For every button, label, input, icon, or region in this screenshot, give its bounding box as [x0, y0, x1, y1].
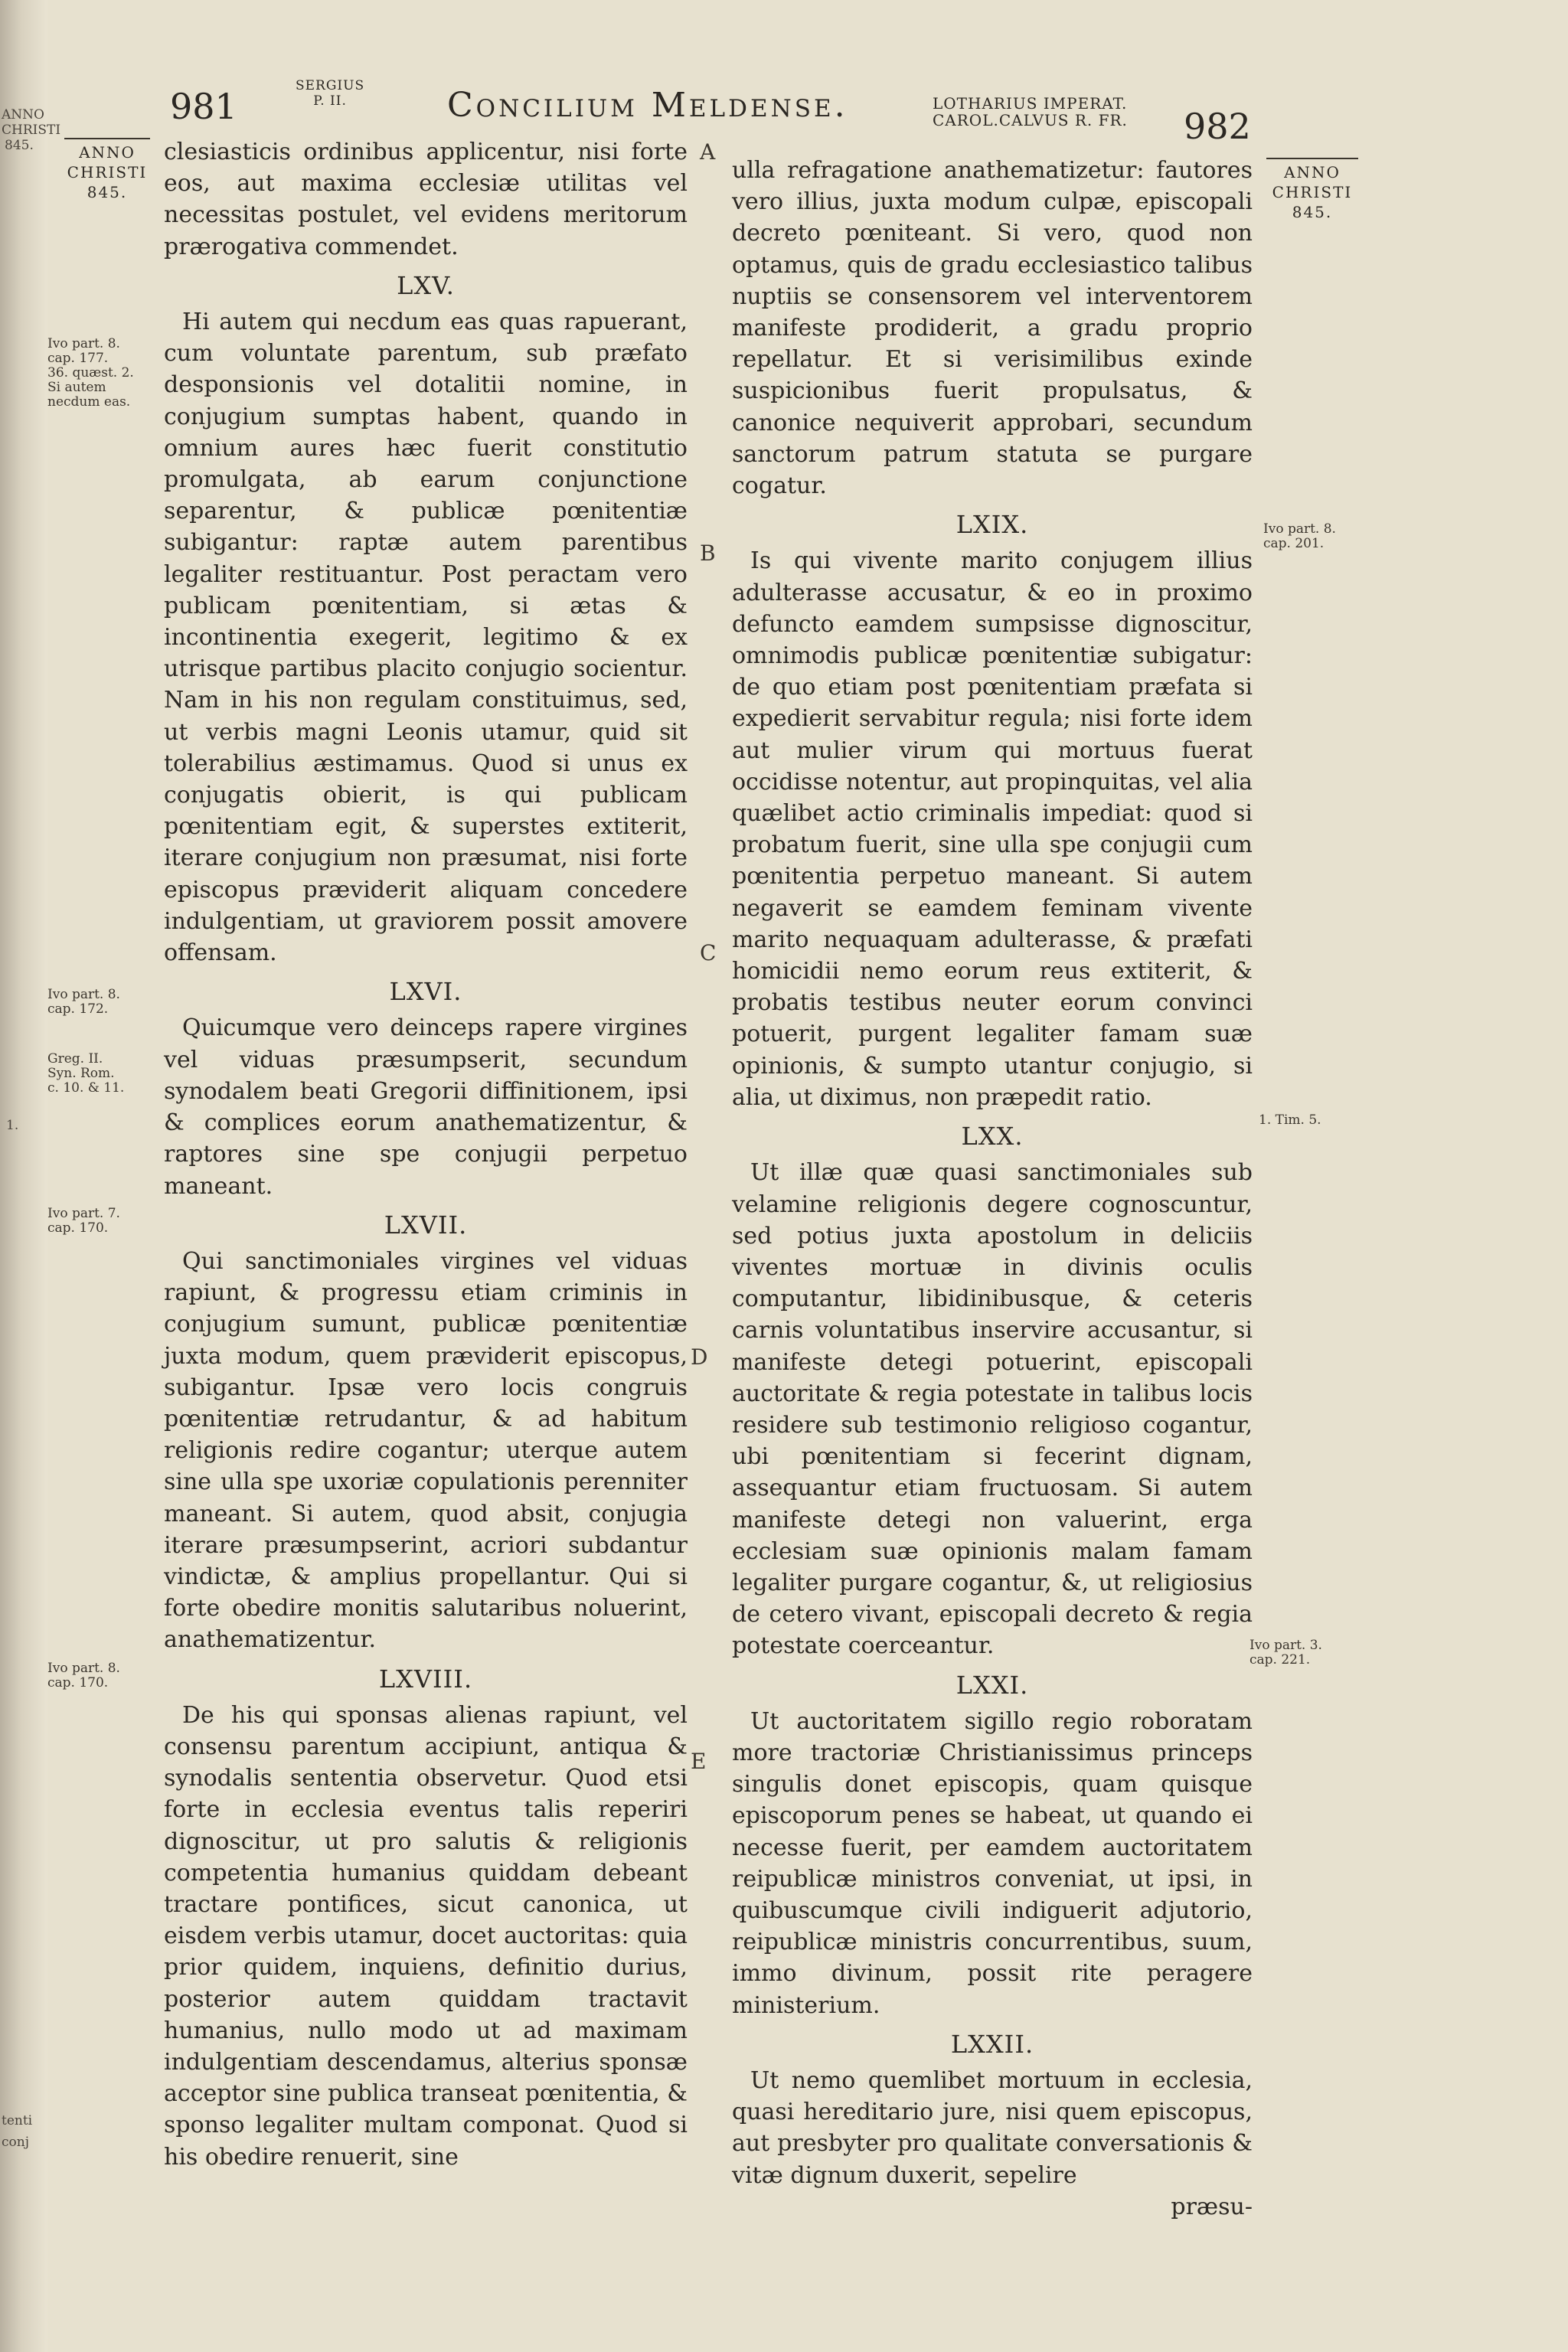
running-head-lothar-line2: CAROL.CALVUS R. FR. — [933, 111, 1128, 129]
side-note-left-5 — [47, 1661, 162, 1690]
strip-year: 845. — [5, 138, 34, 153]
margin-letter-b: B — [700, 541, 716, 566]
note-line: cap. 172. — [47, 1001, 109, 1017]
canon-heading: LXV. — [397, 270, 455, 300]
strip-christi: CHRISTI — [2, 122, 61, 138]
canon-heading: LXVIII. — [378, 1664, 473, 1694]
strip-word1: tenti — [2, 2113, 33, 2128]
anno-box-right — [1266, 158, 1358, 222]
side-note-left-2 — [47, 988, 162, 1017]
running-head-lothar — [933, 95, 1128, 129]
canon-paragraph: Ut auctoritatem sigillo regio roboratam more tractoriæ Christianissimus princeps singulis donet episcopis, quam quisque episcoporum penes se habeat, ut quando ei necesse fuerit, per eamdem auctoritatem reipublicæ ministros conveniat, ut ipsi, in quibuscumque civili indiguerit adjutorio, reipublicæ ministris concurrentibus, suum, immo divinum, possit rite peragere ministerium. — [732, 1707, 1253, 2019]
page-number-right: 982 — [1184, 106, 1251, 147]
note-line: cap. 221. — [1250, 1652, 1311, 1668]
canon-paragraph: Ut illæ quæ quasi sanctimoniales sub velamine religionis degere cognoscuntur, sed potius juxta apostolum in deliciis viventes mortuæ in divinis oculis computantur, libidinibusque, & ceteris carnis voluntatibus inservire accusantur, si manifeste detegi potuerint, episcopali auctoritate & regia potestate in talibus locis residere sub testimonio religioso cogantur, ubi pœnitentiam si fecerint dignam, assequantur etiam fructuosam. Si autem manifeste detegi non valuerint, erga ecclesiam suæ opinionis malam famam legaliter purgare cogantur, &, ut religiosius de cetero vivant, episcopali decreto & regia potestate coerceantur. — [732, 1159, 1253, 1660]
page-header — [153, 75, 1302, 147]
canon-heading: LXXI. — [956, 1670, 1029, 1700]
canon-heading: LXXII. — [950, 2029, 1034, 2059]
paragraph-continuation: ulla refragatione anathematizetur: fautores vero illius, juxta modum culpæ, episcopali decreto pœniteant. Si vero, quod non optamus, quis de gradu ecclesiastico talibus nuptiis se consensorem vel interventorem manifeste prodiderit, a gradu proprio repellatur. Et si verisimilibus exinde suspicionibus fuerit propulsatus, & canonice nequiverit approbari, secundum sanctorum patrum statuta se purgare cogatur. — [732, 157, 1253, 500]
canon-heading: LXIX. — [956, 510, 1029, 540]
note-line: Ivo part. 8. — [47, 987, 120, 1002]
side-note-left-1 — [47, 337, 162, 410]
catchword: præsu- — [1171, 2193, 1253, 2220]
strip-word2: conj — [2, 2135, 29, 2150]
running-head-lothar-line1: LOTHARIUS IMPERAT. — [933, 94, 1128, 113]
anno-rule-right — [1266, 158, 1358, 159]
anno-left-line2: CHRISTI — [67, 163, 148, 181]
margin-letter-e: E — [691, 1749, 707, 1774]
running-head-sergius — [296, 78, 364, 109]
margin-letter-a: A — [700, 139, 716, 165]
note-line: necdum eas. — [47, 394, 131, 410]
anno-rule-left — [64, 138, 150, 139]
canon-paragraph: Ut nemo quemlibet mortuum in ecclesia, quasi hereditario jure, nisi quem episcopus, aut presbyter pro qualitate conversationis & vitæ dignum duxerit, sepelire — [732, 2066, 1253, 2189]
anno-right-line2: CHRISTI — [1272, 183, 1353, 201]
running-title: Concilium Meldense. — [447, 86, 848, 125]
paragraph-continuation: clesiasticis ordinibus applicentur, nisi forte eos, aut maxima ecclesiæ utilitas vel necessitas postulet, vel evidens meritorum prærogativa commendet. — [164, 139, 688, 260]
left-text-column — [164, 136, 688, 2173]
note-line: Ivo part. 8. — [1263, 521, 1336, 537]
note-line: 36. quæst. 2. — [47, 365, 134, 381]
canon-heading: LXVII. — [384, 1210, 468, 1240]
anno-right-line1: ANNO — [1284, 163, 1341, 181]
note-line: Ivo part. 7. — [47, 1206, 120, 1221]
note-line: Ivo part. 8. — [47, 336, 120, 351]
note-line: Greg. II. — [47, 1051, 103, 1067]
anno-box-left — [64, 138, 150, 202]
canon-paragraph: Hi autem qui necdum eas quas rapuerant, cum voluntate parentum, sub præfato desponsionis vel dotalitii nomine, in conjugium sumptas habent, quando in omnium aures hæc fuerit constitutio promulgata, ab earum conjunctione separentur, & publicæ pœnitentiæ subigantur: raptæ autem parentibus legaliter restituantur. Post peractam vero publicam pœnitentiam, si ætas & incontinentia exegerit, legitimo & ex utrisque partibus placito conjugio socientur. Nam in his non regulam constituimus, sed, ut verbis magni Leonis utamur, quid sit tolerabilius æstimamus. Quod si unus ex conjugatis obierit, is qui publicam pœnitentiam egit, & superstes extiterit, iterare conjugium non præsumat, nisi forte episcopus præviderit aliquam concedere indulgentiam, ut graviorem possit amovere offensam. — [164, 309, 688, 967]
strip-numeral: 1. — [6, 1118, 19, 1133]
note-line: c. 10. & 11. — [47, 1080, 125, 1096]
running-head-sergius-line1: SERGIUS — [296, 78, 365, 93]
note-line: cap. 170. — [47, 1220, 109, 1236]
margin-letter-d: D — [691, 1344, 708, 1370]
anno-left-line1: ANNO — [79, 143, 136, 162]
anno-left-line3: 845. — [87, 183, 128, 201]
side-note-left-4 — [47, 1207, 162, 1236]
note-line: 1. Tim. 5. — [1259, 1112, 1321, 1128]
canon-paragraph: Is qui vivente marito conjugem illius adulterasse accusatur, & eo in proximo defuncto eamdem sumpsisse dignoscitur, omnimodis publicæ pœnitentiæ subigatur: de quo etiam post pœnitentiam præfata si expedierit servabitur regula; nisi forte idem aut mulier virum qui mortuus fuerat occidisse notentur, aut propinquitas, vel alia quælibet actio criminalis impediat: quod si probatum fuerit, sine ulla spe conjugii cum pœnitentia perpetuo maneant. Si autem negaverit se eamdem feminam vivente marito nequaquam adulterasse, & præfati homicidii nemo eorum reus extiterit, & probatis testibus neuter eorum convinci potuerit, purgent legaliter famam suæ opinionis, & sumpto utantur conjugio, si alia, ut diximus, non præpedit ratio. — [732, 547, 1253, 1111]
running-head-sergius-line2: P. II. — [313, 93, 347, 109]
book-spine — [0, 0, 47, 2352]
note-line: Syn. Rom. — [47, 1066, 115, 1081]
note-line: cap. 170. — [47, 1675, 109, 1690]
canon-paragraph: Quicumque vero deinceps rapere virgines vel viduas præsumpserit, secundum synodalem beati Gregorii diffinitionem, ipsi & complices eorum anathematizentur, & raptores sine spe conjugii perpetuo maneant. — [164, 1014, 688, 1200]
side-note-left-3 — [47, 1052, 162, 1096]
canon-heading: LXX. — [961, 1122, 1024, 1152]
canon-paragraph: De his qui sponsas alienas rapiunt, vel consensu parentum accipiunt, antiqua & synodalis sententia observetur. Quod etsi forte in ecclesia eventus talis reperiri dignoscitur, ut pro salutis & religionis competentia humanius quiddam debeant tractare pontifices, sicut canonica, ut eisdem verbis utamur, docet auctoritas: quia prior quidem, inquiens, definitio durius, posterior autem quiddam tractavit humanius, nullo modo ut ad maximam indulgentiam descendamus, alterius sponsæ acceptor sine publica transeat pœnitentia, & sponso legaliter multam componat. Quod si his obedire renuerit, sine — [164, 1701, 688, 2171]
margin-letter-c: C — [700, 940, 717, 965]
anno-right-line3: 845. — [1292, 203, 1333, 221]
page-number-left: 981 — [170, 86, 237, 127]
canon-paragraph: Qui sanctimoniales virgines vel viduas rapiunt, & progressu etiam criminis in conjugium sumunt, publicæ pœnitentiæ juxta modum, quem præviderit episcopus, subigantur. Ipsæ vero locis congruis pœnitentiæ retrudantur, & ad habitum religionis redire cogantur; uterque autem sine ulla spe uxoriæ copulationis perenniter maneant. Si autem, quod absit, conjugia iterare præsumpserint, acriori subdantur vindictæ, & amplius propellantur. Qui si forte obedire monitis salutaribus noluerint, anathematizentur. — [164, 1247, 688, 1654]
note-line: cap. 177. — [47, 351, 109, 366]
note-line: Ivo part. 8. — [47, 1661, 120, 1676]
note-line: Ivo part. 3. — [1250, 1638, 1322, 1653]
canon-heading: LXVI. — [389, 977, 462, 1007]
right-text-column — [732, 155, 1253, 2223]
note-line: Si autem — [47, 380, 106, 395]
note-line: cap. 201. — [1263, 536, 1325, 551]
side-note-right-3 — [1250, 1638, 1380, 1668]
side-note-right-1 — [1263, 522, 1386, 551]
strip-anno: ANNO — [2, 107, 44, 122]
side-note-right-2 — [1259, 1113, 1381, 1128]
